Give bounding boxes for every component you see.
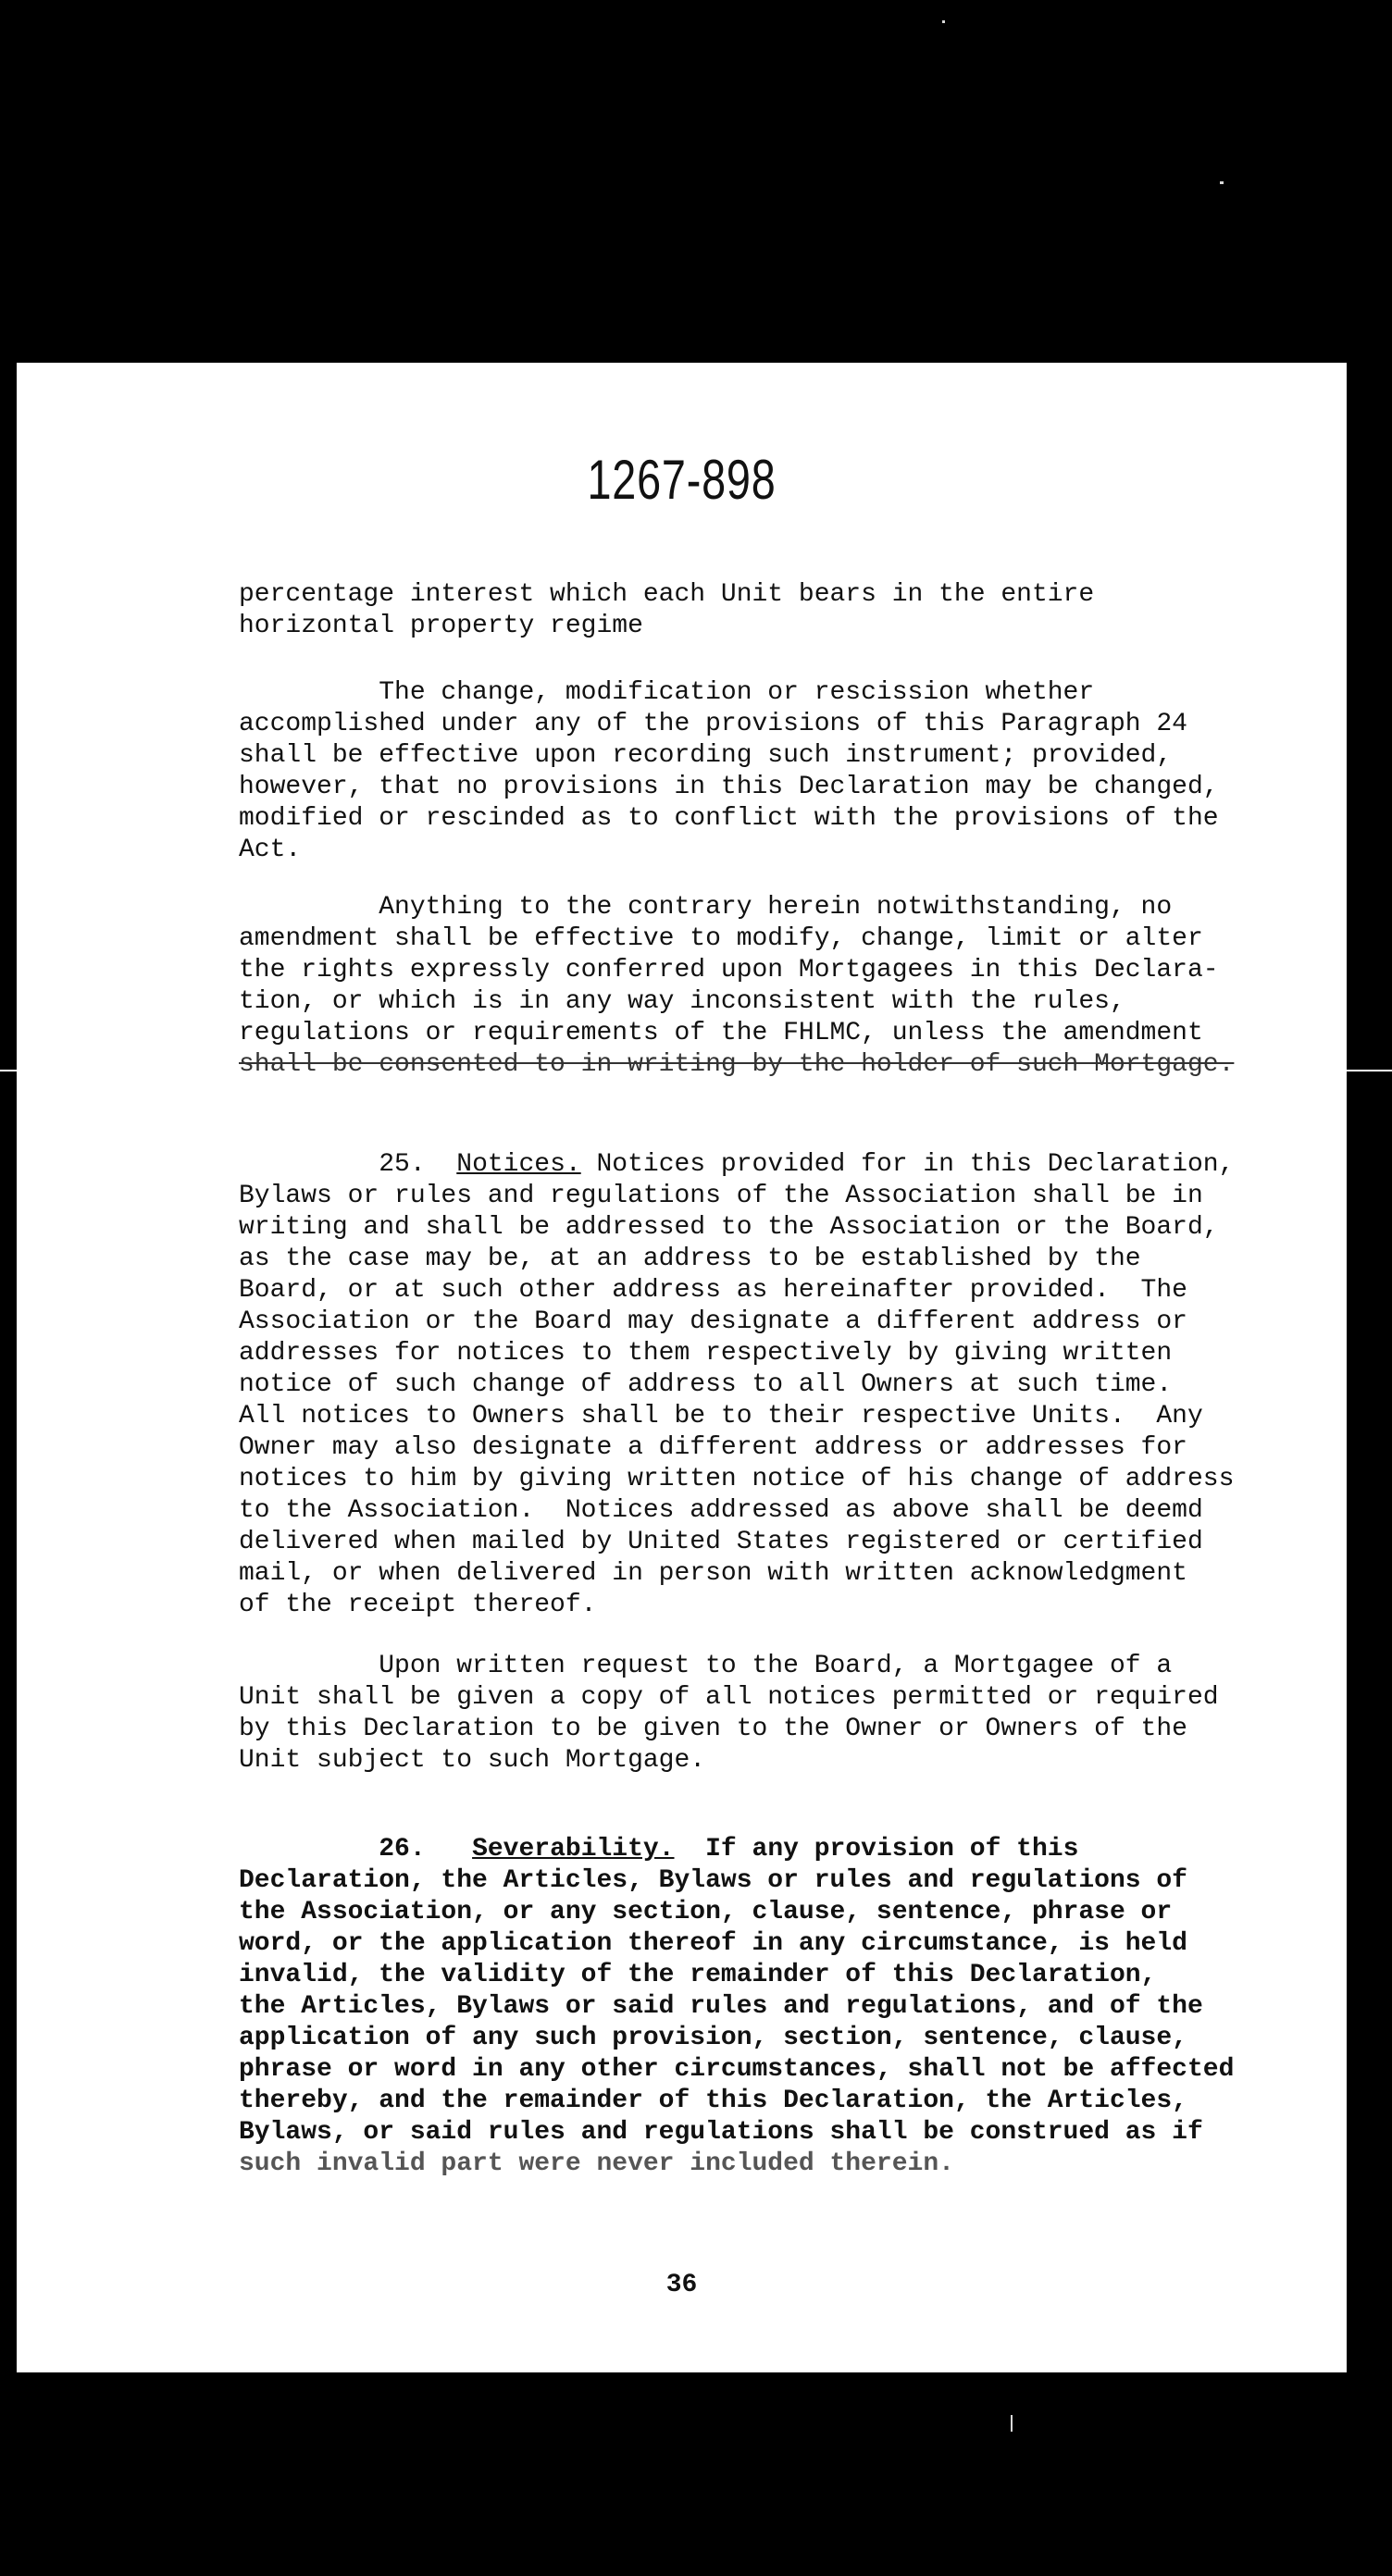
text-line: shall be effective upon recording such instrument; provided, bbox=[239, 741, 1173, 770]
text-line: Declaration, the Articles, Bylaws or rules and regulations of bbox=[239, 1866, 1187, 1895]
text-line: Bylaws or rules and regulations of the Association shall be in bbox=[239, 1182, 1203, 1210]
text-line: writing and shall be addressed to the Association or the Board, bbox=[239, 1213, 1219, 1242]
text-line: delivered when mailed by United States registered or certified bbox=[239, 1528, 1203, 1556]
paragraph-intro bbox=[239, 579, 1312, 642]
text-line: addresses for notices to them respectively by giving written bbox=[239, 1339, 1173, 1368]
book-page-number: 1267-898 bbox=[587, 449, 777, 511]
scan-speck bbox=[1011, 2415, 1013, 2432]
section-26-first-line: If any provision of this bbox=[674, 1835, 1079, 1864]
section-25-indent bbox=[239, 1150, 379, 1179]
text-line: such invalid part were never included therein. bbox=[239, 2149, 954, 2178]
text-line: percentage interest which each Unit bears in the entire bbox=[239, 580, 1095, 609]
scan-speck bbox=[1220, 181, 1224, 184]
text-line: the Association, or any section, clause, sentence, phrase or bbox=[239, 1898, 1173, 1926]
text-line: mail, or when delivered in person with written acknowledgment bbox=[239, 1559, 1187, 1588]
section-25-body bbox=[239, 1181, 1312, 1621]
text-line: as the case may be, at an address to be established by the bbox=[239, 1245, 1141, 1273]
section-26 bbox=[239, 1834, 1312, 1865]
text-line: however, that no provisions in this Declaration may be changed, bbox=[239, 773, 1219, 801]
section-25-number: 25. bbox=[379, 1150, 426, 1179]
section-26-body bbox=[239, 1865, 1312, 2180]
text-line: thereby, and the remainder of this Declaration, the Articles, bbox=[239, 2087, 1187, 2115]
text-line: regulations or requirements of the FHLMC, unless the amendment bbox=[239, 1019, 1203, 1047]
scan-speck bbox=[942, 20, 945, 23]
text-line: invalid, the validity of the remainder of this Declaration, bbox=[239, 1961, 1157, 1989]
section-25-heading: Notices. bbox=[456, 1150, 581, 1179]
text-line: accomplished under any of the provisions of this Paragraph 24 bbox=[239, 710, 1187, 738]
text-line: of the receipt thereof. bbox=[239, 1591, 597, 1619]
text-line: by this Declaration to be given to the Owner or Owners of the bbox=[239, 1715, 1187, 1743]
text-line: Act. bbox=[239, 836, 302, 864]
paragraph-change bbox=[239, 677, 1312, 866]
text-line: The change, modification or rescission whether bbox=[239, 678, 1095, 707]
text-line: Association or the Board may designate a different address or bbox=[239, 1307, 1187, 1336]
text-line: amendment shall be effective to modify, change, limit or alter bbox=[239, 924, 1203, 953]
text-line: Anything to the contrary herein notwithstanding, no bbox=[239, 893, 1173, 922]
section-25 bbox=[239, 1149, 1312, 1181]
text-line: to the Association. Notices addressed as above shall be deemd bbox=[239, 1496, 1203, 1525]
scan-edge-mark bbox=[1347, 1070, 1392, 1071]
text-line: shall be consented to in writing by the holder of such Mortgage. bbox=[239, 1050, 1235, 1079]
paragraph-anything bbox=[239, 892, 1312, 1081]
text-line: All notices to Owners shall be to their respective Units. Any bbox=[239, 1402, 1203, 1430]
section-25-first-line: Notices provided for in this Declaration, bbox=[580, 1150, 1235, 1179]
text-line: phrase or word in any other circumstances, shall not be affected bbox=[239, 2055, 1235, 2084]
text-line: notice of such change of address to all Owners at such time. bbox=[239, 1370, 1173, 1399]
page-number: 36 bbox=[665, 2271, 698, 2299]
text-line: Unit subject to such Mortgage. bbox=[239, 1746, 706, 1775]
text-line: modified or rescinded as to conflict with the provisions of the bbox=[239, 804, 1219, 833]
paragraph-upon bbox=[239, 1651, 1312, 1777]
text-line: word, or the application thereof in any circumstance, is held bbox=[239, 1929, 1187, 1958]
scan-edge-mark bbox=[0, 1070, 17, 1071]
text-line: application of any such provision, section, sentence, clause, bbox=[239, 2024, 1187, 2052]
text-line: notices to him by giving written notice of his change of address bbox=[239, 1465, 1235, 1493]
text-line: the Articles, Bylaws or said rules and regulations, and of the bbox=[239, 1992, 1203, 2021]
text-line: tion, or which is in any way inconsistent with the rules, bbox=[239, 987, 1125, 1016]
text-line: horizontal property regime bbox=[239, 612, 643, 640]
section-26-heading: Severability. bbox=[472, 1835, 675, 1864]
text-line: Upon written request to the Board, a Mortgagee of a bbox=[239, 1652, 1173, 1680]
document-page bbox=[17, 363, 1347, 2372]
text-line: Unit shall be given a copy of all notices permitted or required bbox=[239, 1683, 1219, 1712]
section-26-indent bbox=[239, 1835, 379, 1864]
section-26-number: 26. bbox=[379, 1835, 426, 1864]
text-line: the rights expressly conferred upon Mortgagees in this Declara- bbox=[239, 956, 1219, 985]
text-line: Board, or at such other address as hereinafter provided. The bbox=[239, 1276, 1187, 1305]
text-line: Owner may also designate a different address or addresses for bbox=[239, 1433, 1187, 1462]
text-line: Bylaws, or said rules and regulations shall be construed as if bbox=[239, 2118, 1203, 2147]
